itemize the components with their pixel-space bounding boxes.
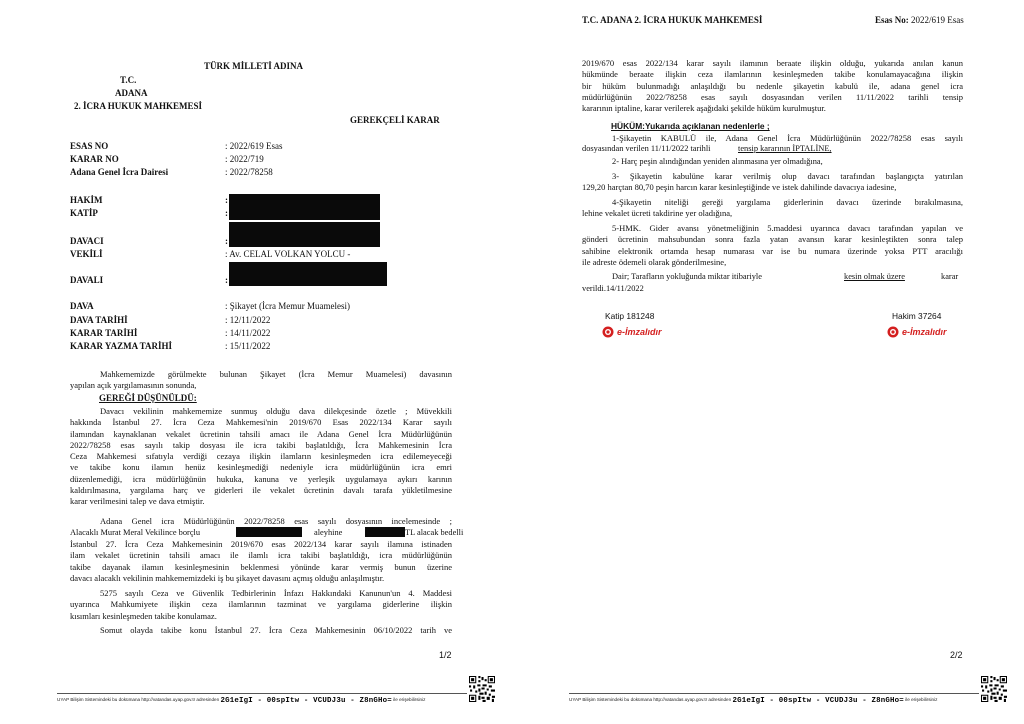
document-page-2 [512,0,1024,724]
redaction-plaintiff [229,222,380,247]
case-type-label: DAVA [70,301,94,311]
decision-heading: GEREKÇELİ KARAR [350,115,440,125]
page-number: 1/2 [439,650,452,660]
closing-text-b: kesin olmak üzere [844,272,905,281]
decision-date-value: : 14/11/2022 [225,328,271,338]
case-field-label: Adana Genel İcra Dairesi [70,167,169,177]
court-country: T.C. [120,75,137,85]
decision-date-label: KARAR TARİHİ [70,328,138,338]
writing-date-label: KARAR YAZMA TARİHİ [70,341,173,351]
clerk-label: KATİP [70,208,98,218]
attorney-label: VEKİLİ [70,249,103,259]
verification-code: 2G1eIgI - 00spItw - VCUDJ3u - Z8nGHo= [220,697,392,705]
judge-label: HAKİM [70,195,103,205]
redaction-amount [365,527,405,537]
judge-e-signature: e-İmzalıdır [887,326,947,338]
judgment-item-4: 4-Şikayetin niteliği gereği yargılama giderlerinin davacı üzerinde bırakılmasına, lehine vekalet ücreti takdirine yer oladığına, [582,197,963,219]
redaction-defendant [229,262,387,286]
case-date-value: : 12/11/2022 [225,315,271,325]
verification-code: 2G1eIgI - 00spItw - VCUDJ3u - Z8nGHo= [732,697,904,705]
qr-code-icon [469,676,495,702]
header-case-number: Esas No: 2022/619 Esas [875,15,964,25]
body-paragraph-2: Adana Genel icra Müdürlüğünün 2022/78258 esas sayılı dosyasının incelemesinde ; [100,516,452,526]
body-paragraph-4: Somut olayda takibe konu İstanbul 27. İcra Ceza Mahkemesinin 06/10/2022 tarih ve [100,625,452,635]
case-date-label: DAVA TARİHİ [70,315,128,325]
e-signature-seal-icon [602,326,614,338]
attorney-value: : Av. CELAL VOLKAN YOLCU - [225,249,351,259]
body-paragraph-3: 5275 sayılı Ceza ve Güvenlik Tedbirlerinin İnfazı Hakkındaki Kanunun'un 4. Maddesi uyarınca Mahkumiyete ilişkin ceza ilamlarının tazminat ve yargılama giderlerine ilişkin kısımları kesinleşmeden takibe konulamaz. [70,588,452,621]
uyap-footer: UYAP Bilişim Sistemindeki bu dokümana http://vatandas.uyap.gov.tr adresinden 2G1eIgI - 00spItw - VCUDJ3u - Z8nGHo= ile erişebilirsiniz [569,693,979,705]
body-paragraph-2-line2b: aleyhine [314,528,343,537]
judgment-item-5: 5-HMK. Gider avansı yönetmeliğinin 5.maddesi uyarınca davacı tarafından yapılan ve gönderi ücretinin mahsubundan sonra fazla yatan avansın karar kesinleştikten sonra talep sahibine elektronik ortamda hesap numarası var ise bu numara üzerinde yoksa PTT aracılığı ile adreste ödemeli olarak gönderilmesine, [582,223,963,267]
e-signature-seal-icon [887,326,899,338]
judgment-item-3: 3- Şikayetin kabulüne karar verilmiş olup davacı tarafından başlangıçta yatırılan 129,20 harçtan 80,70 peşin harcın karar kesinleştiğinde ve istek dahilinde davacıya iadesine, [582,171,963,193]
judgment-heading: HÜKÜM:Yukarıda açıklanan nedenlerle ; [611,121,770,131]
document-title: TÜRK MİLLETİ ADINA [204,61,304,71]
case-field-label: KARAR NO [70,154,119,164]
continued-paragraph: 2019/670 esas 2022/134 karar sayılı ilamının beraate ilişkin olduğu, yukarıda anılan kanun hükmünde beraate ilişkin ceza ilamlarının kesinleşmeden takibe konulamayacağına ilişkin bir hüküm bulunmadığı anlaşıldığı bu nedenle şikayetin kabulü ile, adana genel icra müdürlüğünün 2022/78258 esas sayılı dosyasından verilen 11/11/2022 tarihli tensip kararının iptaline, karar verilerek aşağıdaki şekilde hüküm kurulmuştur. [582,58,963,114]
judgment-item-1-b: dosyasından verilen 11/11/2022 tarihli [582,144,711,153]
intro-paragraph: Mahkememizde görülmekte bulunan Şikayet (İcra Memur Muamelesi) davasının yapılan açık yargılamasının sonunda, [70,369,452,391]
considered-heading: GEREĞİ DÜŞÜNÜLDÜ: [99,393,197,403]
redaction-debtor [236,527,302,537]
body-paragraph-2-line2a: Alacaklı Murat Meral Vekilince borçlu [70,528,201,537]
closing-text-a: Dair; Tarafların yokluğunda miktar itibariyle [612,272,762,281]
qr-code-icon [981,676,1007,702]
clerk-e-signature: e-İmzalıdır [602,326,662,338]
case-field-label: ESAS NO [70,141,109,151]
plaintiff-colon: : [225,236,228,246]
clerk-colon: : [225,208,228,218]
case-field-value: : 2022/78258 [225,167,273,177]
uyap-footer: UYAP Bilişim Sistemindeki bu dokümana http://vatandas.uyap.gov.tr adresinden 2G1eIgI - 00spItw - VCUDJ3u - Z8nGHo= ile erişebilirsiniz [57,693,467,705]
body-paragraph-2-line2c: TL alacak bedelli [405,528,464,537]
page-number: 2/2 [950,650,963,660]
body-paragraph-1: Davacı vekilinin mahkememize sunmuş olduğu dava dilekçesinde özetle ; Müvekkili hakkında İstanbul 27. İcra Ceza Mahkemesi'nin 2019/670 Esas 2022/134 Karar sayılı ilamından kaynaklanan vekalet ücretinin tahsili amacı ile Adana Genel İcra Müdürlüğünün 2022/78258 esas sayılı takip dosyası ile icra takibi başlatıldığı, İcra Mahkemesinin İcra Ceza Mahkemesi sıfatıyla verdiği cezaya ilişkin ilamların kesinleşmeden icra edilemeyeceği ve takibe konu ilamın henüz kesinleşmediği nedeniyle icra müdürlüğünün icra emri düzenlemediği, icra müdürlüğünün hukuka, kanuna ve yerleşik uygulamaya aykırı karının kaldırılmasına, yargılama harç ve giderleri ile vekalet ücretinin davalı tarafa yükletilmesine karar verilmesini talep ve dava etmiştir. [70,406,452,507]
court-city: ADANA [115,88,148,98]
case-type-value: : Şikayet (İcra Memur Muamelesi) [225,301,350,311]
closing-date: verildi.14/11/2022 [582,284,644,293]
header-court: T.C. ADANA 2. İCRA HUKUK MAHKEMESİ [582,15,763,25]
clerk-signature: Katip 181248 [605,311,655,321]
court-name: 2. İCRA HUKUK MAHKEMESİ [74,101,203,111]
judgment-item-1-c: tensip kararının İPTALİNE, [738,144,832,153]
judge-signature: Hakim 37264 [892,311,942,321]
defendant-colon: : [225,275,228,285]
defendant-label: DAVALI [70,275,104,285]
judgment-item-2: 2- Harç peşin alındığından yeniden alınmasına yer olmadığına, [612,157,823,166]
redaction-judge-clerk [229,194,380,220]
writing-date-value: : 15/11/2022 [225,341,271,351]
judge-colon: : [225,195,228,205]
plaintiff-label: DAVACI [70,236,104,246]
judgment-item-1: 1-Şikayetin KABULÜ ile, Adana Genel İcra Müdürlüğünün 2022/78258 esas sayılı [612,133,963,143]
body-paragraph-2-rest: İstanbul 27. İcra Ceza Mahkemesinin 2019/670 esas 2022/134 karar sayılı ilamına istinaden ilam vekalet ücretinin tahsili amacı ile ilamlı icra takibi başlatıldığı, icra müdürlüğünün takibe dayanak ilamın kesinleşmesinin beklenmesi yönünde karar vermiş bunun üzerine davacı alacaklı vekilinin mahkememizdeki iş bu şikayet davasını açmış olduğu anlaşılmıştır. [70,539,452,583]
case-field-value: : 2022/719 [225,154,264,164]
case-field-value: : 2022/619 Esas [225,141,283,151]
closing-text-c: karar [941,272,959,281]
